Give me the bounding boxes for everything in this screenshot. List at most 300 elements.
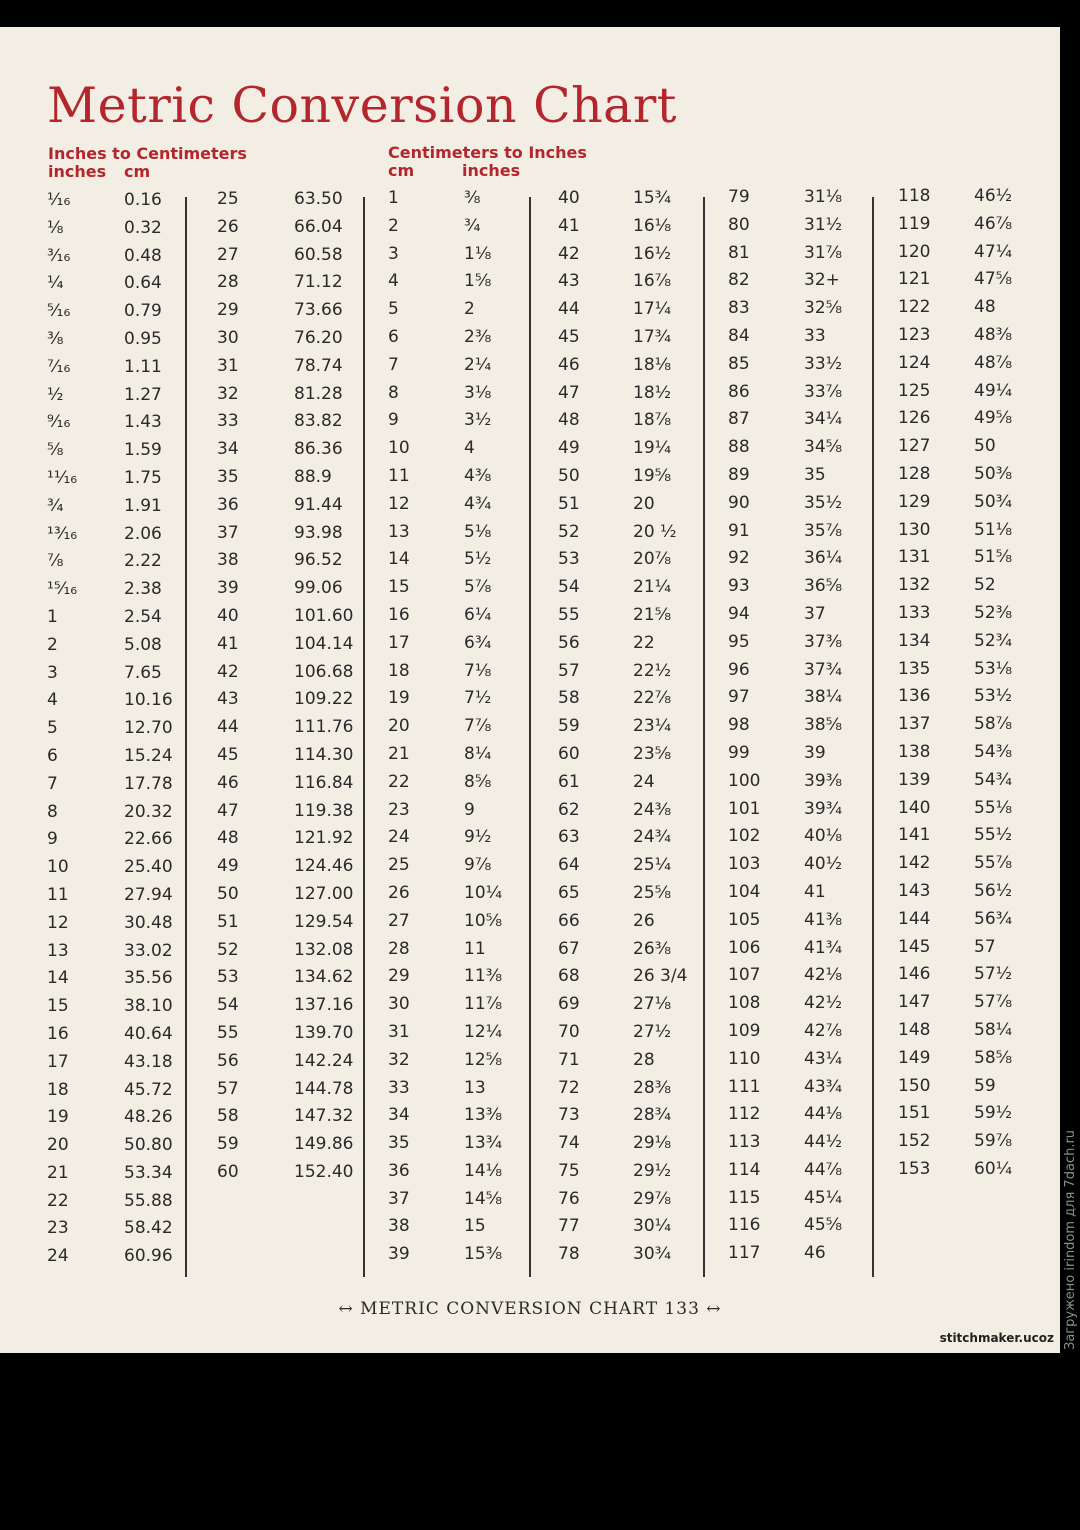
table-cell: 127 [898,436,931,457]
table-cell: 58 [217,1106,239,1127]
cm-header: cm [124,162,151,181]
table-cell: 50³⁄₄ [974,491,1013,512]
table-cell: 117 [728,1243,761,1264]
table-cell: 27¹⁄₂ [633,1021,672,1042]
table-cell: 152 [898,1131,931,1152]
table-cell: 79 [728,187,750,207]
table-cell: 57 [558,660,580,681]
table-cell: 103 [728,854,761,875]
table-cell: 141 [898,825,931,846]
table-cell: 13 [47,940,69,961]
table-cell: 87 [728,409,750,430]
table-cell: 104 [728,881,761,902]
table-cell: 22 [388,771,410,792]
table-cell: 22.66 [124,829,173,850]
table-cell: 31⁷⁄₈ [804,242,843,263]
table-cell: 78.74 [294,355,343,376]
table-cell: 112 [728,1104,761,1125]
table-cell: ³⁄₁₆ [47,245,71,266]
table-cell: 7⁷⁄₈ [464,716,492,737]
table-cell: 122 [898,297,931,318]
table-cell: 6³⁄₄ [464,632,492,653]
table-cell: 148 [898,1019,931,1040]
table-cell: 23⁵⁄₈ [633,743,672,764]
table-cell: 107 [728,965,761,986]
table-cell: 16¹⁄₈ [633,215,672,236]
table-cell: 138 [898,741,931,762]
table-cell: 105 [728,909,761,930]
table-cell: 33 [388,1077,410,1098]
table-cell: 19 [47,1107,69,1128]
table-cell: 54 [217,995,239,1016]
table-cell: 62 [558,799,580,820]
table-cell: 59 [217,1134,239,1155]
table-cell: ¹⁄₁₆ [47,190,71,210]
table-cell: 16⁷⁄₈ [633,271,672,292]
table-cell: 47 [217,800,239,821]
table-cell: 50³⁄₈ [974,463,1013,484]
table-cell: 10⁵⁄₈ [464,910,503,931]
table-cell: 31¹⁄₂ [804,214,843,235]
table-cell: 59⁷⁄₈ [974,1131,1013,1152]
table-cell: 73.66 [294,300,343,321]
table-cell: ⁵⁄₈ [47,440,64,461]
table-cell: 52 [974,575,996,596]
table-cell: 76 [558,1188,580,1209]
table-cell: 88.9 [294,466,332,487]
table-cell: 24³⁄₈ [633,799,672,820]
table-cell: 40¹⁄₈ [804,826,843,847]
table-cell: 49⁵⁄₈ [974,408,1013,429]
table-cell: 33⁷⁄₈ [804,381,843,402]
table-cell: 101.60 [294,605,354,626]
table-cell: 18¹⁄₈ [633,354,672,375]
table-cell: 123 [898,324,931,345]
table-cell: 50 [558,465,580,486]
table-cell: 139 [898,769,931,790]
table-cell: 41³⁄₄ [804,937,843,958]
table-cell: 9 [464,799,475,820]
table-cell: 32⁵⁄₈ [804,298,843,319]
table-cell: 26 [217,216,239,237]
table-cell: 7 [47,773,58,794]
table-cell: 37 [388,1188,410,1209]
table-cell: 56¹⁄₂ [974,880,1013,901]
table-cell: 22 [47,1190,69,1211]
table-cell: 30.48 [124,912,173,933]
table-cell: 9 [47,829,58,850]
table-cell: 27 [388,910,410,931]
table-cell: 60.58 [294,244,343,265]
table-cell: 134 [898,630,931,651]
inches-column-4 [633,185,687,1269]
table-cell: 38¹⁄₄ [804,687,843,708]
table-cell: 2³⁄₈ [464,326,492,347]
cm-column-4 [558,185,580,1269]
table-cell: 89 [728,464,750,485]
table-cell: 12 [47,912,69,933]
table-cell: 1⁵⁄₈ [464,271,492,292]
table-cell: 132.08 [294,939,354,960]
cm-column-1 [124,187,173,1271]
table-cell: 86.36 [294,439,343,460]
table-cell: 100 [728,770,761,791]
table-cell: 43.18 [124,1051,173,1072]
table-cell: 42 [217,661,239,682]
table-cell: 119 [898,213,931,234]
table-cell: 1 [47,606,58,627]
table-cell: 136 [898,686,931,707]
table-cell: 49 [558,438,580,459]
table-cell: 15 [464,1216,486,1237]
site-credit: stitchmaker.ucoz [939,1331,1054,1345]
table-cell: 12 [388,493,410,514]
table-cell: 10.16 [124,690,173,711]
table-cell: 55¹⁄₂ [974,825,1013,846]
table-cell: 34 [217,439,239,460]
table-cell: 2 [47,634,58,655]
table-cell: 26 [388,882,410,903]
table-cell: 45.72 [124,1079,173,1100]
table-cell: 35.56 [124,968,173,989]
table-cell: 119.38 [294,800,354,821]
table-cell: 26³⁄₈ [633,938,672,959]
table-cell: 90 [728,492,750,513]
column-divider [703,197,705,1277]
table-cell: 67 [558,938,580,959]
table-cell: 58.42 [124,1218,173,1239]
table-cell: 5⁷⁄₈ [464,577,492,598]
table-cell: 24 [633,771,655,792]
table-cell: 0.79 [124,301,162,322]
table-cell: 50 [217,883,239,904]
table-cell: 98 [728,715,750,736]
table-cell: 1¹⁄₈ [464,243,492,264]
table-cell: 59 [558,716,580,737]
table-cell: 144 [898,908,931,929]
table-cell: 28 [388,938,410,959]
table-cell: 2 [464,299,475,320]
table-cell: 55 [217,1022,239,1043]
table-cell: 11 [47,884,69,905]
table-cell: 133 [898,602,931,623]
table-cell: 4 [464,438,475,459]
table-cell: 3 [388,243,399,264]
table-cell: 13 [388,521,410,542]
table-cell: 149.86 [294,1134,354,1155]
table-cell: 32+ [804,270,840,291]
cm-header-right: cm [388,161,415,180]
table-cell: 13³⁄₄ [464,1133,503,1154]
table-cell: 46¹⁄₂ [974,186,1013,206]
table-cell: 36 [388,1160,410,1181]
table-cell: 3¹⁄₈ [464,382,492,403]
table-cell: 72 [558,1077,580,1098]
table-cell: 50 [974,436,996,457]
table-cell: 58 [558,688,580,709]
table-cell: 12⁵⁄₈ [464,1049,503,1070]
table-cell: 16¹⁄₂ [633,243,672,264]
table-cell: 17¹⁄₄ [633,299,672,320]
table-cell: 29 [388,966,410,987]
table-cell: 46⁷⁄₈ [974,213,1013,234]
table-cell: 41³⁄₈ [804,909,843,930]
table-cell: 19⁵⁄₈ [633,465,672,486]
table-cell: ¹³⁄₁₆ [47,523,78,544]
table-cell: 4 [47,690,58,711]
table-cell: ¹⁵⁄₁₆ [47,579,78,600]
table-cell: 1.59 [124,440,162,461]
table-cell: 28³⁄₄ [633,1105,672,1126]
table-cell: 30 [217,327,239,348]
table-cell: 9¹⁄₂ [464,827,492,848]
table-cell: 39³⁄₈ [804,770,843,791]
table-cell: 140 [898,797,931,818]
table-cell: 19 [388,688,410,709]
table-cell: 51¹⁄₈ [974,519,1013,540]
table-cell: 20 [633,493,655,514]
table-cell: 39 [388,1244,410,1265]
table-cell: 2.22 [124,551,162,572]
table-cell: 28³⁄₈ [633,1077,672,1098]
table-cell: 128 [898,463,931,484]
table-cell: 39 [804,742,826,763]
table-cell: 137 [898,714,931,735]
table-cell: 58⁵⁄₈ [974,1047,1013,1068]
table-cell: 111.76 [294,717,354,738]
table-cell: 18 [47,1079,69,1100]
table-cell: 80 [728,214,750,235]
table-cell: 35¹⁄₂ [804,492,843,513]
table-cell: 13³⁄₈ [464,1105,503,1126]
table-cell: 44 [558,299,580,320]
table-cell: 1.11 [124,356,162,377]
table-cell: 125 [898,380,931,401]
page-footer: ↔ METRIC CONVERSION CHART 133 ↔ [338,1299,722,1319]
table-cell: 12.70 [124,718,173,739]
table-cell: 5¹⁄₂ [464,549,492,570]
table-cell: 97 [728,687,750,708]
table-cell: 53¹⁄₈ [974,658,1013,679]
table-cell: 37 [217,522,239,543]
table-cell: 5.08 [124,634,162,655]
table-cell: 75 [558,1160,580,1181]
table-cell: 9⁷⁄₈ [464,855,492,876]
table-cell: 147 [898,992,931,1013]
table-cell: 46 [217,772,239,793]
table-cell: 47⁵⁄₈ [974,269,1013,290]
page-title: Metric Conversion Chart [47,77,677,134]
table-cell: 36⁵⁄₈ [804,576,843,597]
table-cell: 57⁷⁄₈ [974,992,1013,1013]
table-cell: 142 [898,853,931,874]
table-cell: 14⁵⁄₈ [464,1188,503,1209]
table-cell: 53.34 [124,1162,173,1183]
table-cell: 40 [217,605,239,626]
table-cell: 46 [804,1243,826,1264]
table-cell: 40¹⁄₂ [804,854,843,875]
table-cell: ³⁄₄ [464,215,481,236]
column-divider [872,197,874,1277]
table-cell: 37³⁄₈ [804,631,843,652]
table-cell: 39³⁄₄ [804,798,843,819]
table-cell: 110 [728,1048,761,1069]
column-divider [185,197,187,1277]
table-cell: 106 [728,937,761,958]
table-cell: 48⁷⁄₈ [974,352,1013,373]
table-cell: 51 [558,493,580,514]
table-cell: 34 [388,1105,410,1126]
table-cell: 55⁷⁄₈ [974,853,1013,874]
inches-to-cm-title: Inches to Centimeters [48,144,247,163]
cm-column-5 [728,184,760,1268]
table-cell: 20 [47,1135,69,1156]
table-cell: 32 [217,383,239,404]
table-cell: 83 [728,298,750,319]
table-cell: 35 [217,466,239,487]
table-cell: 96 [728,659,750,680]
cm-to-inches-title: Centimeters to Inches [388,143,587,162]
table-cell: 59 [974,1075,996,1096]
table-cell: 53¹⁄₂ [974,686,1013,707]
document-page [0,27,1060,1353]
table-cell: 127.00 [294,883,354,904]
table-cell: 143 [898,880,931,901]
table-cell: 5 [47,718,58,739]
table-cell: 113 [728,1132,761,1153]
table-cell: 25⁵⁄₈ [633,882,672,903]
table-cell: 25¹⁄₄ [633,855,672,876]
table-cell: 106.68 [294,661,354,682]
table-cell: 51⁵⁄₈ [974,547,1013,568]
table-cell: 68 [558,966,580,987]
table-cell: 44¹⁄₈ [804,1104,843,1125]
table-cell: 20⁷⁄₈ [633,549,672,570]
table-cell: ³⁄₄ [47,495,64,516]
table-cell: 121 [898,269,931,290]
table-cell: 65 [558,882,580,903]
table-cell: 5¹⁄₈ [464,521,492,542]
table-cell: 130 [898,519,931,540]
table-cell: 25 [388,855,410,876]
table-cell: 45¹⁄₄ [804,1187,843,1208]
table-cell: 53 [558,549,580,570]
table-cell: 52³⁄₄ [974,630,1013,651]
table-cell: 56 [558,632,580,653]
table-cell: 111 [728,1076,761,1097]
table-cell: 14¹⁄₈ [464,1160,503,1181]
table-cell: 55¹⁄₈ [974,797,1013,818]
table-cell: 2.06 [124,523,162,544]
table-cell: 129 [898,491,931,512]
table-cell: 134.62 [294,967,354,988]
table-cell: ³⁄₈ [464,188,481,208]
table-cell: 48 [974,297,996,318]
table-cell: 20 ¹⁄₂ [633,521,677,542]
table-cell: 24³⁄₄ [633,827,672,848]
table-cell: 116 [728,1215,761,1236]
table-cell: 48 [558,410,580,431]
table-cell: ⁷⁄₈ [47,551,64,572]
table-cell: ³⁄₈ [47,328,64,349]
table-cell: 18¹⁄₂ [633,382,672,403]
table-cell: 66 [558,910,580,931]
table-cell: 45 [558,326,580,347]
table-cell: 16 [388,604,410,625]
table-cell: 52 [558,521,580,542]
table-cell: 33¹⁄₂ [804,353,843,374]
table-cell: 20 [388,716,410,737]
table-cell: 81.28 [294,383,343,404]
table-cell: 11 [388,465,410,486]
table-cell: ⁹⁄₁₆ [47,412,71,433]
inches-column-6 [974,183,1012,1184]
table-cell: ¹⁄₈ [47,217,64,238]
table-cell: 92 [728,548,750,569]
table-cell: 14 [388,549,410,570]
table-cell: 43 [217,689,239,710]
table-cell: 22 [633,632,655,653]
table-cell: 57 [217,1078,239,1099]
table-cell: 104.14 [294,633,354,654]
table-cell: 23 [388,799,410,820]
table-cell: 27¹⁄₈ [633,994,672,1015]
table-cell: 44¹⁄₂ [804,1132,843,1153]
table-cell: 17³⁄₄ [633,326,672,347]
table-cell: 0.48 [124,245,162,266]
table-cell: 11⁷⁄₈ [464,994,503,1015]
table-cell: 13 [464,1077,486,1098]
table-cell: 15³⁄₄ [633,188,672,208]
table-cell: 47¹⁄₄ [974,241,1013,262]
table-cell: 4³⁄₄ [464,493,492,514]
table-cell: 142.24 [294,1050,354,1071]
table-cell: 15 [47,996,69,1017]
table-cell: ¹⁄₂ [47,384,64,405]
table-cell: 70 [558,1021,580,1042]
table-cell: 51 [217,911,239,932]
table-cell: 50.80 [124,1135,173,1156]
table-cell: 31 [388,1021,410,1042]
table-cell: 11 [464,938,486,959]
table-cell: 1.43 [124,412,162,433]
table-cell: 28 [633,1049,655,1070]
table-cell: 15.24 [124,745,173,766]
table-cell: 10¹⁄₄ [464,882,503,903]
table-cell: 8¹⁄₄ [464,743,492,764]
table-cell: 31 [217,355,239,376]
table-cell: 15³⁄₈ [464,1244,503,1265]
table-cell: 96.52 [294,550,343,571]
table-cell: 14 [47,968,69,989]
table-cell: 152.40 [294,1161,354,1182]
inches-header: inches [48,162,107,181]
table-cell: 7¹⁄₂ [464,688,492,709]
table-cell: 149 [898,1047,931,1068]
table-cell: 7 [388,354,399,375]
table-cell: 124 [898,352,931,373]
table-cell: 45 [217,744,239,765]
table-cell: 3 [47,662,58,683]
table-cell: 32 [388,1049,410,1070]
table-cell: 40 [558,188,580,208]
table-cell: 15 [388,577,410,598]
table-cell: ¹¹⁄₁₆ [47,467,78,488]
table-cell: 33 [217,411,239,432]
table-cell: 126 [898,408,931,429]
table-cell: 81 [728,242,750,263]
table-cell: 4 [388,271,399,292]
